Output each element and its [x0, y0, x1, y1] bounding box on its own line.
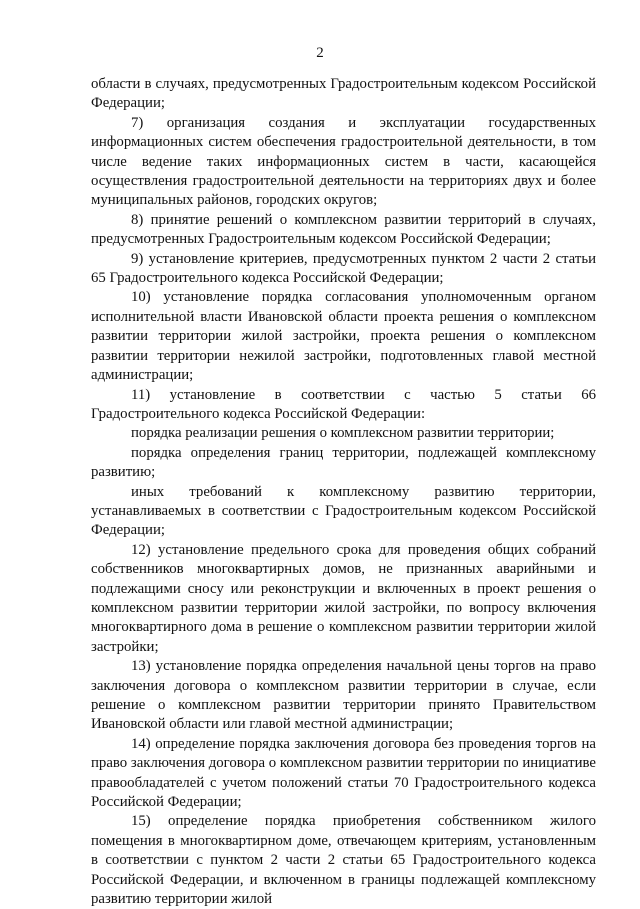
- paragraph: 10) установление порядка согласования уполномоченным органом исполнительной власти Ивановской области проекта решения о комплексном развитии территории жилой застройки, проекта решения о комплексном развитии территории нежилой застройки, подготовленных главой местной администрации;: [91, 289, 596, 384]
- paragraph: области в случаях, предусмотренных Градостроительным кодексом Российской Федерации;: [91, 76, 596, 112]
- document-body: [91, 75, 596, 909]
- page-number: 2: [316, 45, 324, 61]
- paragraph: 11) установление в соответствии с частью 5 статьи 66 Градостроительного кодекса Российской Федерации:: [91, 386, 596, 422]
- paragraph: 13) установление порядка определения начальной цены торгов на право заключения договора о комплексном развитии территории в случае, если решение о комплексном развитии территории принято Правительством Ивановской области или главой местной администрации;: [91, 658, 596, 733]
- paragraph: 12) установление предельного срока для проведения общих собраний собственников многоквартирных домов, не признанных аварийными и подлежащими сносу или реконструкции и включенных в проект решения о комплексном развитии территории жилой застройки, по вопросу включения многоквартирного дома в решение о комплексном развитии территории жилой застройки;: [91, 541, 596, 655]
- paragraph: 7) организация создания и эксплуатации государственных информационных систем обеспечения градостроительной деятельности, в том числе ведение таких информационных систем в части, касающейся осуществления градостроительной деятельности на территориях двух и более муниципальных районов, городских округов;: [91, 114, 596, 209]
- paragraph: иных требований к комплексному развитию территории, устанавливаемых в соответствии с Градостроительным кодексом Российской Федерации;: [91, 483, 596, 539]
- paragraph: 14) определение порядка заключения договора без проведения торгов на право заключения договора о комплексном развитии территории по инициативе правообладателей с учетом положений статьи 70 Градостроительного кодекса Российской Федерации;: [91, 735, 596, 811]
- paragraph: 8) принятие решений о комплексном развитии территорий в случаях, предусмотренных Градостроительным кодексом Российской Федерации;: [91, 211, 596, 248]
- paragraph: 15) определение порядка приобретения собственником жилого помещения в многоквартирном доме, отвечающем критериям, установленным в соответствии с пунктом 2 части 2 статьи 65 Градостроительного кодекса Российской Федерации, и включенном в границы подлежащей комплексному развитию территории жилой: [91, 813, 596, 908]
- paragraph: порядка реализации решения о комплексном развитии территории;: [131, 425, 555, 442]
- paragraph: 9) установление критериев, предусмотренных пунктом 2 части 2 статьи 65 Градостроительного кодекса Российской Федерации;: [91, 250, 596, 287]
- paragraph: порядка определения границ территории, подлежащей комплексному развитию;: [91, 444, 596, 481]
